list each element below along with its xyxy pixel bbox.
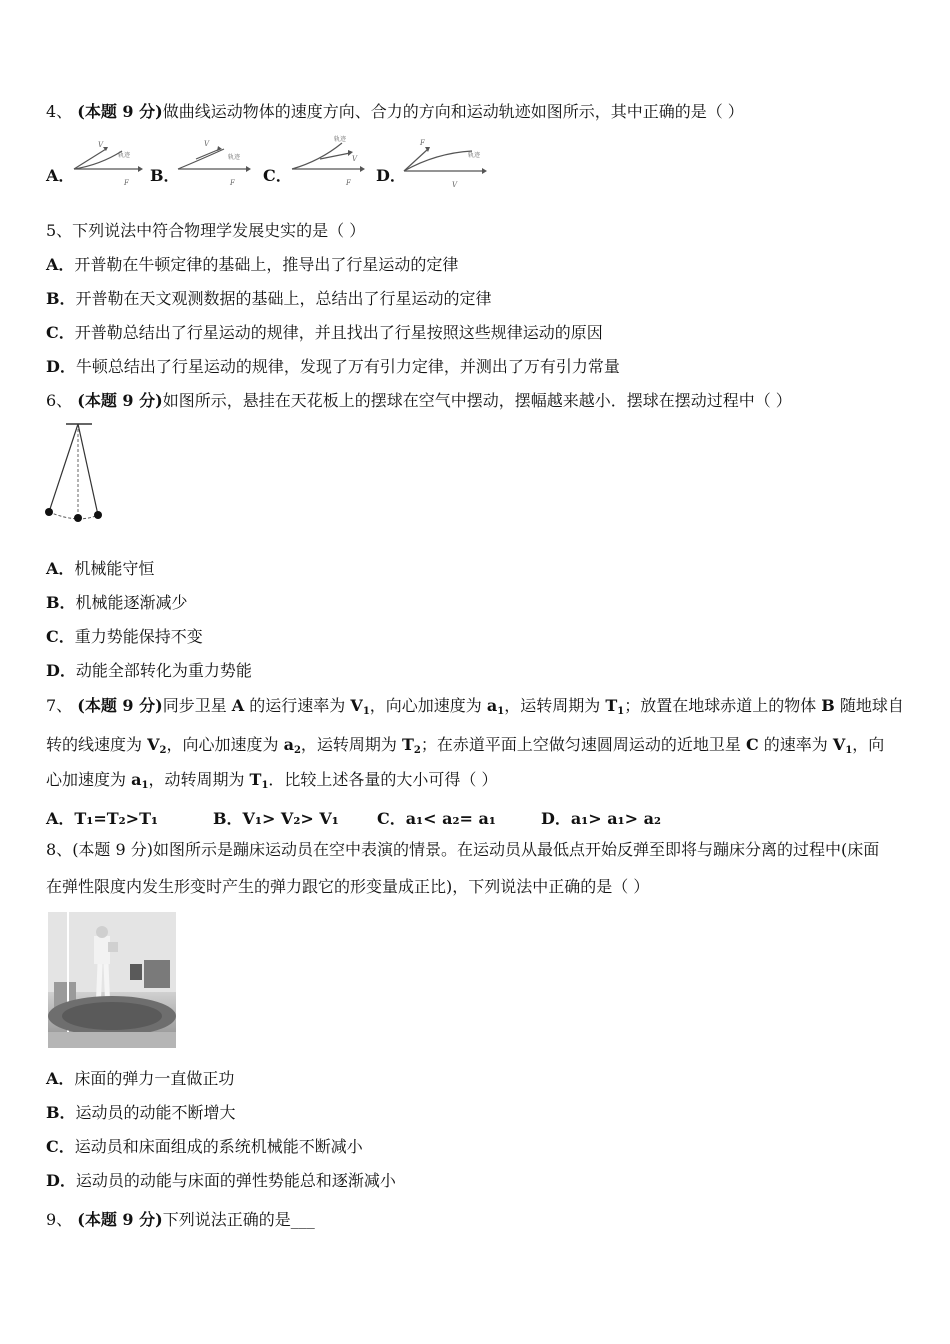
pendulum-figure (40, 420, 110, 530)
q4-figure-d (402, 133, 490, 189)
q7-option-d: D．a₁> a₁> a₂ (541, 809, 661, 828)
q4-stem: 4、 (本题 9 分)做曲线运动物体的速度方向、合力的方向和运动轨迹如图所示，其中正确的是（ ） (46, 102, 744, 121)
q4-option-b-label: B． (150, 166, 180, 185)
q4b-f-label: F (230, 179, 235, 187)
q8-stem-line1: 8、(本题 9 分)如图所示是蹦床运动员在空中表演的情景。在运动员从最低点开始反弹至即将与蹦床分离的过程中(床面 (46, 840, 880, 859)
q4-figure-b (176, 137, 252, 189)
q5-stem: 5、下列说法中符合物理学发展史实的是（ ） (46, 221, 366, 240)
trampoline-scene (48, 912, 176, 1048)
q8-option-d: D．运动员的动能与床面的弹性势能总和逐渐减小 (46, 1171, 396, 1190)
q5-option-b: B．开普勒在天文观测数据的基础上，总结出了行星运动的定律 (46, 289, 492, 308)
q5-option-d: D．牛顿总结出了行星运动的规律，发现了万有引力定律，并测出了万有引力常量 (46, 357, 620, 376)
q4-figure-c (290, 133, 368, 189)
q4-option-c-label: C． (263, 166, 292, 185)
q6-option-c: C．重力势能保持不变 (46, 627, 203, 646)
q4a-v-label: V (98, 141, 104, 149)
q6-option-a: A．机械能守恒 (46, 559, 155, 578)
q7-option-a: A．T₁=T₂>T₁ (46, 809, 158, 828)
q6-option-b: B．机械能逐渐减少 (46, 593, 188, 612)
q4-figure-a (72, 137, 144, 189)
q5-option-c: C．开普勒总结出了行星运动的规律，并且找出了行星按照这些规律运动的原因 (46, 323, 603, 342)
q7-stem-line1: 7、 (本题 9 分)同步卫星 A 的运行速率为 $V_1$，向心加速度为 $a_1$，运转周期为 $T_1$；放置在地球赤道上的物体 B 随地球自 (46, 696, 904, 717)
q8-option-a: A．床面的弹力一直做正功 (46, 1069, 235, 1088)
q6-option-d: D．动能全部转化为重力势能 (46, 661, 252, 680)
q4d-traj-label: 轨迹 (468, 152, 481, 159)
q4c-f-label: F (346, 179, 351, 187)
q7-option-c: C．a₁< a₂= a₁ (377, 809, 496, 828)
q4a-traj-label: 轨迹 (118, 152, 131, 159)
q9-stem: 9、 (本题 9 分)下列说法正确的是___ (46, 1210, 315, 1229)
q7-stem-line2: 转的线速度为 $V_2$，向心加速度为 $a_2$，运转周期为 $T_2$；在赤道平面上空做匀速圆周运动的近地卫星 C 的速率为 $V_1$，向 (46, 735, 885, 756)
q4c-v-label: V (352, 155, 358, 163)
q4-option-d-label: D． (376, 166, 406, 185)
q5-option-a: A．开普勒在牛顿定律的基础上，推导出了行星运动的定律 (46, 255, 459, 274)
q4b-v-label: V (204, 140, 210, 148)
q7-stem-line3: 心加速度为 $a_1$，动转周期为 $T_1$．比较上述各量的大小可得（ ） (46, 770, 498, 791)
q4a-f-label: F (124, 179, 129, 187)
q8-stem-line2: 在弹性限度内发生形变时产生的弹力跟它的形变量成正比)，下列说法中正确的是（ ） (46, 877, 650, 896)
q7-option-b: B．V₁> V₂> V₁ (213, 809, 339, 828)
q4d-f-label: F (420, 139, 425, 147)
q6-stem: 6、 (本题 9 分)如图所示，悬挂在天花板上的摆球在空气中摆动，摆幅越来越小．摆球在摆动过程中（ ） (46, 391, 792, 410)
q4b-traj-label: 轨迹 (228, 154, 241, 161)
q4-option-a-label: A． (46, 166, 75, 185)
trampoline-photo (48, 912, 176, 1048)
q8-option-b: B．运动员的动能不断增大 (46, 1103, 236, 1122)
q4d-v-label: V (452, 181, 458, 189)
q4c-traj-label: 轨迹 (334, 136, 347, 143)
q8-option-c: C．运动员和床面组成的系统机械能不断减小 (46, 1137, 363, 1156)
